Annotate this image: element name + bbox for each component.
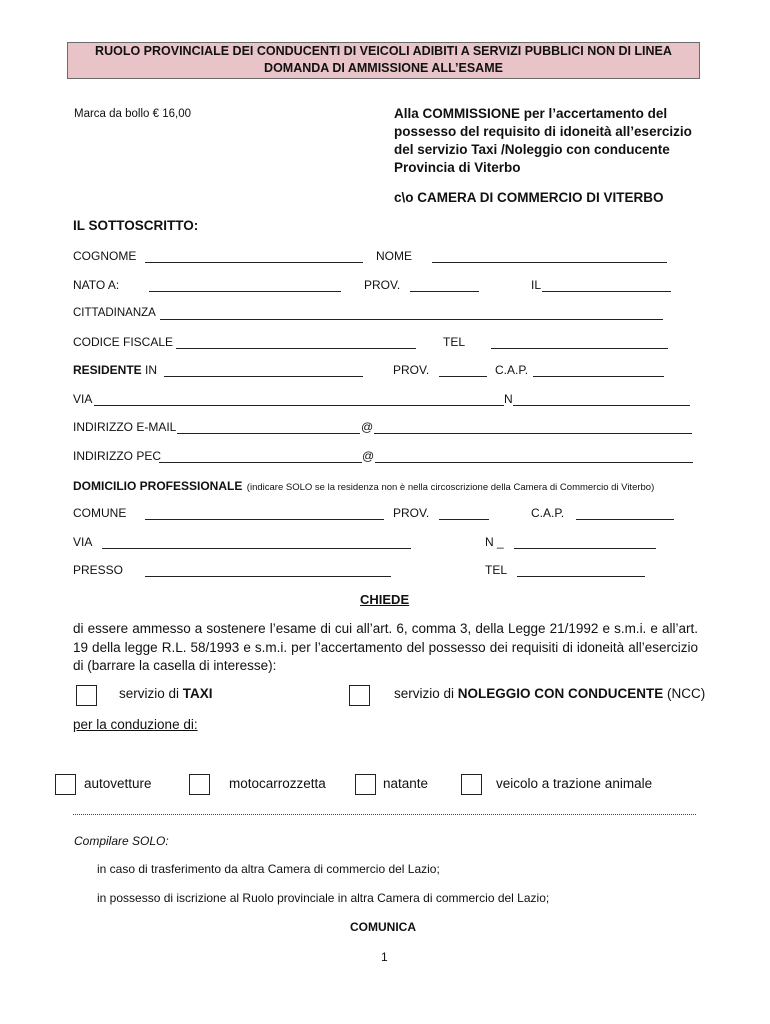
domicile-presso-label: PRESSO [73, 563, 124, 577]
natante-label: natante [383, 776, 429, 791]
email-domain-field[interactable] [374, 433, 692, 434]
domicile-number-field[interactable] [514, 548, 656, 549]
form-title-line1: RUOLO PROVINCIALE DEI CONDUCENTI DI VEICOLI ADIBITI A SERVIZI PUBBLICI NON DI LINEA [95, 44, 672, 58]
motocarrozzetta-label: motocarrozzetta [229, 776, 326, 791]
comunica-heading: COMUNICA [350, 920, 416, 934]
addressee-block [394, 105, 724, 177]
street-label: VIA [73, 392, 93, 406]
form-title-line2: DOMANDA DI AMMISSIONE ALL’ESAME [264, 61, 503, 75]
phone-label: TEL [443, 335, 466, 349]
case-transfer: in caso di trasferimento da altra Camera di commercio del Lazio; [97, 862, 440, 876]
birth-province-label: PROV. [364, 278, 401, 292]
street-number-field[interactable] [513, 405, 690, 406]
domicile-street-label: VIA [73, 535, 93, 549]
residence-label [73, 363, 157, 377]
domicile-street-field[interactable] [102, 548, 411, 549]
citizenship-label: CITTADINANZA [73, 307, 156, 319]
domicile-comune-label: COMUNE [73, 506, 127, 520]
email-user-field[interactable] [177, 433, 360, 434]
ncc-option-label [394, 686, 705, 701]
residence-label-bold: RESIDENTE [73, 363, 142, 377]
animal-vehicle-checkbox[interactable] [461, 774, 482, 795]
case-registered: in possesso di iscrizione al Ruolo provinciale in altra Camera di commercio del Lazio; [97, 891, 550, 905]
birthplace-label: NATO A: [73, 278, 120, 292]
request-text: di essere ammesso a sostenere l’esame di cui all’art. 6, comma 3, della Legge 21/1992 e s.m.i. e all’art. 19 della legge R.L. 58/1993 e s.m.i. per l’accertamento del possesso dei requisiti di idoneità all’esercizio di (barrare la casella di interesse): [73, 621, 698, 673]
domicile-number-label: N _ [485, 535, 504, 549]
birth-province-field[interactable] [410, 291, 479, 292]
tax-code-field[interactable] [176, 348, 416, 349]
street-number-label: N [504, 392, 513, 406]
nome-field[interactable] [432, 262, 667, 263]
nome-label: NOME [376, 249, 412, 263]
cognome-field[interactable] [145, 262, 363, 263]
email-label: INDIRIZZO E-MAIL [73, 420, 177, 434]
ncc-suffix: (NCC) [663, 686, 706, 701]
taxi-name: TAXI [182, 686, 213, 701]
domicile-label: DOMICILIO PROFESSIONALE [73, 479, 243, 493]
chiede-heading: CHIEDE [360, 592, 410, 607]
email-at: @ [361, 420, 374, 434]
birthdate-label: IL [531, 278, 542, 292]
motocarrozzetta-checkbox[interactable] [189, 774, 210, 795]
pec-domain-field[interactable] [375, 462, 693, 463]
ncc-prefix: servizio di [394, 686, 458, 701]
residence-province-field[interactable] [439, 376, 487, 377]
cognome-label: COGNOME [73, 249, 137, 263]
domicile-comune-field[interactable] [145, 519, 384, 520]
natante-checkbox[interactable] [355, 774, 376, 795]
autovetture-label: autovetture [84, 776, 152, 791]
domicile-presso-field[interactable] [145, 576, 391, 577]
ncc-name: NOLEGGIO CON CONDUCENTE [457, 686, 664, 701]
addressee-line: Alla COMMISSIONE per l’accertamento del [394, 106, 668, 121]
residence-cap-field[interactable] [533, 376, 664, 377]
pec-at: @ [362, 449, 375, 463]
domicile-phone-label: TEL [485, 563, 508, 577]
domicile-phone-field[interactable] [517, 576, 645, 577]
compilare-label: Compilare SOLO: [74, 834, 169, 848]
separator-dotted-line [73, 814, 696, 815]
section-signer-heading: IL SOTTOSCRITTO: [73, 218, 199, 233]
pec-user-field[interactable] [159, 462, 362, 463]
taxi-prefix: servizio di [119, 686, 183, 701]
domicile-heading [73, 477, 713, 495]
domicile-province-label: PROV. [393, 506, 430, 520]
citizenship-field[interactable] [160, 319, 663, 320]
pec-label: INDIRIZZO PEC [73, 449, 162, 463]
birthplace-field[interactable] [149, 291, 341, 292]
addressee-line: Provincia di Viterbo [394, 160, 521, 175]
page-number: 1 [381, 950, 388, 964]
vehicles-heading: per la conduzione di: [73, 717, 198, 732]
domicile-province-field[interactable] [439, 519, 489, 520]
addressee-line: possesso del requisito di idoneità all’esercizio [394, 124, 692, 139]
residence-label-in: IN [141, 363, 158, 377]
tax-code-label: CODICE FISCALE [73, 335, 174, 349]
street-field[interactable] [94, 405, 504, 406]
taxi-option-label [119, 686, 213, 701]
residence-province-label: PROV. [393, 363, 430, 377]
domicile-cap-label: C.A.P. [531, 506, 565, 520]
birthdate-field[interactable] [542, 291, 671, 292]
animal-vehicle-label: veicolo a trazione animale [496, 776, 653, 791]
taxi-checkbox[interactable] [76, 685, 97, 706]
domicile-note: (indicare SOLO se la residenza non è nella circoscrizione della Camera di Commercio di Viterbo) [246, 482, 655, 493]
form-title-box [67, 42, 700, 79]
residence-cap-label: C.A.P. [495, 363, 529, 377]
residence-field[interactable] [164, 376, 363, 377]
phone-field[interactable] [491, 348, 668, 349]
ncc-checkbox[interactable] [349, 685, 370, 706]
addressee-line: del servizio Taxi /Noleggio con conducente [394, 142, 670, 157]
revenue-stamp-label: Marca da bollo € 16,00 [74, 108, 191, 120]
domicile-cap-field[interactable] [576, 519, 674, 520]
autovetture-checkbox[interactable] [55, 774, 76, 795]
addressee-co: c\o CAMERA DI COMMERCIO DI VITERBO [394, 190, 664, 205]
